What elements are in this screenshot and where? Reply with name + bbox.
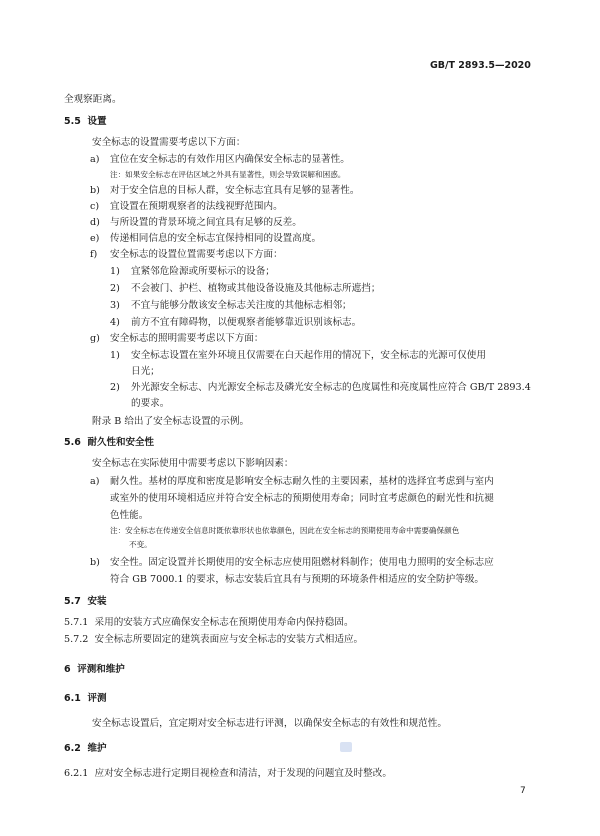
list-item-text: 耐久性。基材的厚度和密度是影响安全标志耐久性的主要因素，基材的选择宜考虑到与室内 — [110, 476, 494, 487]
page-number: 7 — [520, 786, 526, 796]
annex-reference: 附录 B 给出了安全标志设置的示例。 — [92, 416, 250, 427]
note-text: 注：如果安全标志在评估区域之外具有显著性，则会导致误解和困惑。 — [110, 170, 346, 179]
watermark-logo — [340, 742, 352, 752]
paragraph-evaluation: 安全标志设置后，宜定期对安全标志进行评测，以确保安全标志的有效性和规范性。 — [92, 718, 447, 729]
list-item-text: 宜紧邻危险源或所要标示的设备； — [131, 266, 275, 277]
list-item-text: 外光源安全标志、内光源安全标志及磷光安全标志的色度属性和亮度属性应符合 GB/T 2893.4 — [131, 382, 531, 393]
list-item-text: 宜设置在预期观察者的法线视野范围内。 — [110, 201, 283, 212]
section-heading-6-2: 6.2 维护 — [64, 743, 107, 754]
list-item-text: 与所设置的背景环境之间宜具有足够的反差。 — [110, 217, 302, 228]
list-marker: 2) — [110, 382, 120, 393]
list-item-text: 宜位在安全标志的有效作用区内确保安全标志的显著性。 — [110, 154, 350, 165]
list-item-continuation: 或室外的使用环境相适应并符合安全标志的预期使用寿命；同时宜考虑颜色的耐光性和抗褪 — [110, 493, 494, 504]
list-marker: b) — [90, 185, 100, 196]
list-item-text: 安全标志设置在室外环境且仅需要在白天起作用的情况下，安全标志的光源可仅使用 — [131, 350, 486, 361]
section-heading-6-1: 6.1 评测 — [64, 693, 107, 704]
section-heading-6: 6 评测和维护 — [64, 664, 125, 675]
list-marker: d) — [90, 217, 100, 228]
section-heading-5-6: 5.6 耐久性和安全性 — [64, 437, 154, 448]
paragraph-intro: 安全标志在实际使用中需要考虑以下影响因素： — [92, 458, 294, 469]
section-heading-5-5: 5.5 设置 — [64, 116, 107, 127]
list-marker: a) — [90, 476, 100, 487]
list-item-text: 前方不宜有障碍物，以便观察者能够靠近识别该标志。 — [131, 317, 362, 328]
list-marker: 3) — [110, 300, 120, 311]
section-heading-5-7: 5.7 安装 — [64, 596, 107, 607]
note-continuation: 不变。 — [129, 540, 152, 549]
note-text: 注：安全标志在传递安全信息时既依靠形状也依靠颜色，因此在安全标志的预期使用寿命中需要确保颜色 — [110, 526, 460, 535]
clause-6-2-1: 6.2.1 应对安全标志进行定期目视检查和清洁，对于发现的问题宜及时整改。 — [64, 768, 392, 779]
list-marker: a) — [90, 154, 100, 165]
list-item-text: 传递相同信息的安全标志宜保持相同的设置高度。 — [110, 233, 322, 244]
list-item-text: 对于安全信息的目标人群，安全标志宜具有足够的显著性。 — [110, 185, 360, 196]
list-marker: g) — [90, 333, 100, 344]
list-item-text: 不会被门、护栏、植物或其他设备设施及其他标志所遮挡； — [131, 283, 381, 294]
list-item-continuation: 色性能。 — [110, 510, 149, 521]
list-item-continuation: 的要求。 — [131, 398, 170, 409]
paragraph-intro: 安全标志的设置需要考虑以下方面： — [92, 137, 246, 148]
list-marker: 1) — [110, 350, 120, 361]
list-marker: e) — [90, 233, 100, 244]
list-item-text: 不宜与能够分散该安全标志关注度的其他标志相邻； — [131, 300, 352, 311]
list-marker: 1) — [110, 266, 120, 277]
list-item-continuation: 符合 GB 7000.1 的要求，标志安装后宜具有与预期的环境条件相适应的安全防护等级。 — [110, 574, 485, 585]
clause-5-7-1: 5.7.1 采用的安装方式应确保安全标志在预期使用寿命内保持稳固。 — [64, 617, 354, 628]
list-item-text: 安全标志的设置位置需要考虑以下方面： — [110, 249, 283, 260]
list-marker: f) — [90, 249, 98, 260]
list-marker: b) — [90, 557, 100, 568]
list-item-text: 安全性。固定设置并长期使用的安全标志应使用阻燃材料制作；使用电力照明的安全标志应 — [110, 557, 494, 568]
list-item-continuation: 日光； — [131, 366, 160, 377]
continuation-text: 全观察距离。 — [64, 94, 122, 105]
list-marker: 2) — [110, 283, 120, 294]
list-marker: c) — [90, 201, 100, 212]
list-marker: 4) — [110, 317, 120, 328]
standard-number: GB/T 2893.5—2020 — [430, 60, 531, 71]
clause-5-7-2: 5.7.2 安全标志所要固定的建筑表面应与安全标志的安装方式相适应。 — [64, 634, 364, 645]
list-item-text: 安全标志的照明需要考虑以下方面： — [110, 333, 264, 344]
